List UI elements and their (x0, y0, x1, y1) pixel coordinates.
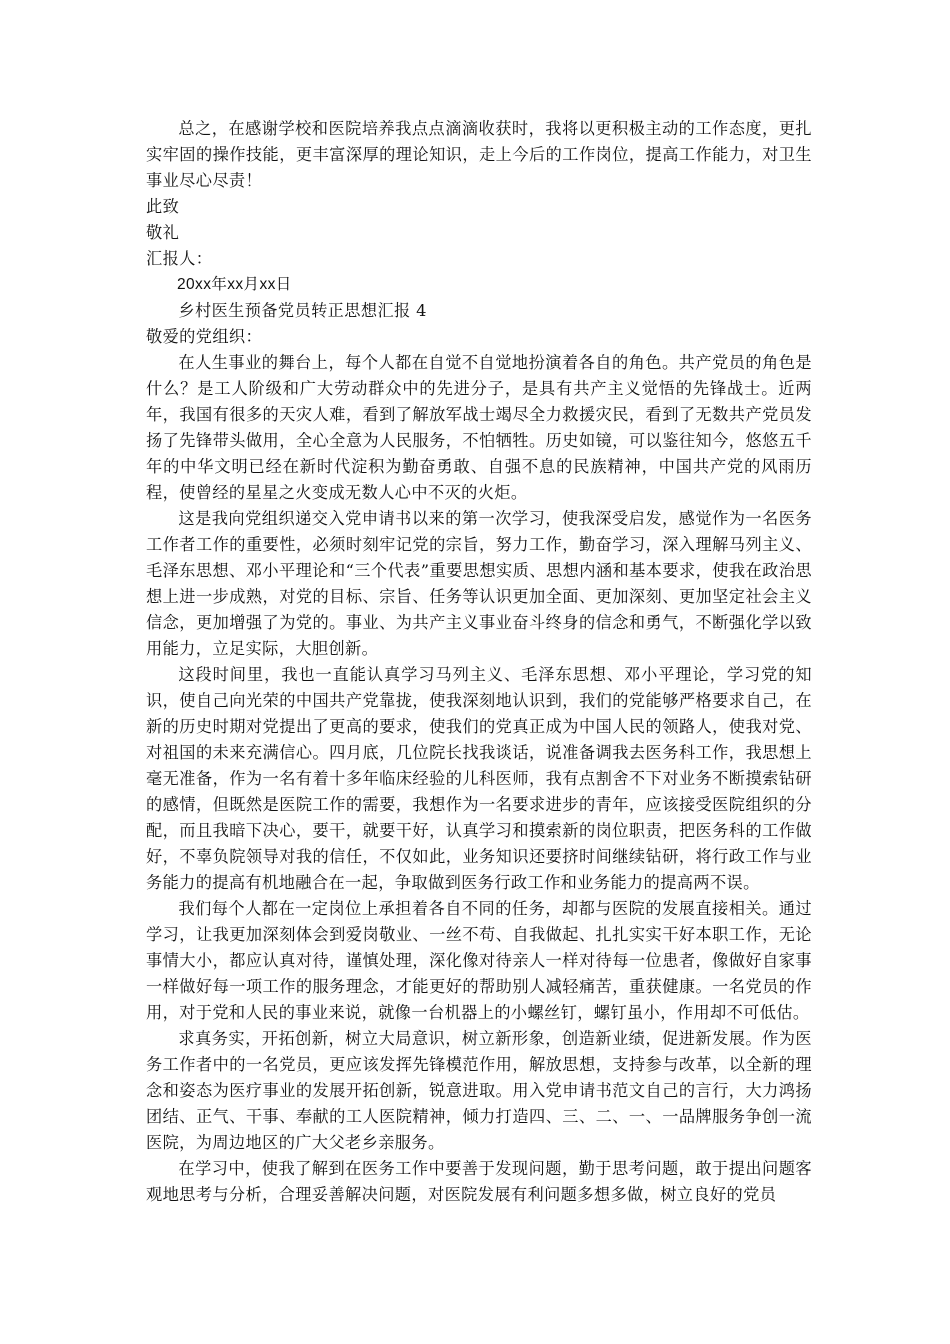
body-paragraph: 我们每个人都在一定岗位上承担着各自不同的任务，却都与医院的发展直接相关。通过学习，让我更加深刻体会到爱岗敬业、一丝不苟、自我做起、扎扎实实干好本职工作，无论事情大小，都应认真对待，谨慎处理，深化像对待亲人一样对待每一位患者，像做好自家事一样做好每一项工作的服务理念，才能更好的帮助别人减轻痛苦，重获健康。一名党员的作用，对于党和人民的事业来说，就像一台机器上的小螺丝钉，螺钉虽小，作用却不可低估。 (146, 899, 812, 1022)
report-title: 乡村医生预备党员转正思想汇报 4 (178, 301, 427, 320)
body-paragraph: 这是我向党组织递交入党申请书以来的第一次学习，使我深受启发，感觉作为一名医务工作者工作的重要性，必须时刻牢记党的宗旨，努力工作，勤奋学习，深入理解马列主义、毛泽东思想、邓小平理论和“三个代表”重要思想实质、思想内涵和基本要求，使我在政治思想上进一步成熟，对党的目标、宗旨、任务等认识更加全面、更加深刻、更加坚定社会主义信念，更加增强了为党的。事业、为共产主义事业奋斗终身的信念和勇气，不断强化学以致用能力，立足实际，大胆创新。 (146, 509, 812, 658)
sign-off-jingli: 敬礼 (146, 223, 180, 242)
salutation: 敬爱的党组织： (146, 327, 263, 346)
body-paragraph: 在人生事业的舞台上，每个人都在自觉不自觉地扮演着各自的角色。共产党员的角色是什么？是工人阶级和广大劳动群众中的先进分子，是具有共产主义觉悟的先锋战士。近两年，我国有很多的天灾人难，看到了解放军战士竭尽全力救援灾民，看到了无数共产党员发扬了先锋带头做用，全心全意为人民服务，不怕牺牲。历史如镜，可以鉴往知今，悠悠五千年的中华文明已经在新时代淀积为勤奋勇敢、自强不息的民族精神，中国共产党的风雨历程，使曾经的星星之火变成无数人心中不灭的火炬。 (146, 353, 812, 502)
body-paragraph: 这段时间里，我也一直能认真学习马列主义、毛泽东思想、邓小平理论，学习党的知识，使自己向光荣的中国共产党靠拢，使我深刻地认识到，我们的党能够严格要求自己，在新的历史时期对党提出了更高的要求，使我们的党真正成为中国人民的领路人，使我对党、对祖国的未来充满信心。四月底，几位院长找我谈话，说准备调我去医务科工作，我思想上毫无准备，作为一名有着十多年临床经验的儿科医师，我有点割舍不下对业务不断摸索钻研的感情，但既然是医院工作的需要，我想作为一名要求进步的青年，应该接受医院组织的分配，而且我暗下决心，要干，就要干好，认真学习和摸索新的岗位职责，把医务科的工作做好，不辜负院领导对我的信任，不仅如此，业务知识还要挤时间继续钻研，将行政工作与业务能力的提高有机地融合在一起，争取做到医务行政工作和业务能力的提高两不误。 (146, 665, 812, 892)
closing-paragraph: 总之，在感谢学校和医院培养我点点滴滴收获时，我将以更积极主动的工作态度，更扎实牢固的操作技能，更丰富深厚的理论知识，走上今后的工作岗位，提高工作能力，对卫生事业尽心尽责！ (146, 119, 812, 190)
reporter-label: 汇报人： (146, 249, 213, 268)
sign-off-cizhi: 此致 (146, 197, 180, 216)
report-date: 20xx年xx月xx日 (177, 276, 292, 293)
body-paragraph: 在学习中，使我了解到在医务工作中要善于发现问题，勤于思考问题，敢于提出问题客观地思考与分析，合理妥善解决问题，对医院发展有利问题多想多做，树立良好的党员 (146, 1159, 812, 1204)
body-paragraph: 求真务实，开拓创新，树立大局意识，树立新形象，创造新业绩，促进新发展。作为医务工作者中的一名党员，更应该发挥先锋模范作用，解放思想，支持参与改革，以全新的理念和姿态为医疗事业的发展开拓创新，锐意进取。用入党申请书范文自己的言行，大力鸿扬团结、正气、干事、奉献的工人医院精神，倾力打造四、三、二、一、一品牌服务争创一流医院，为周边地区的广大父老乡亲服务。 (146, 1029, 812, 1152)
document-page (146, 116, 812, 1208)
